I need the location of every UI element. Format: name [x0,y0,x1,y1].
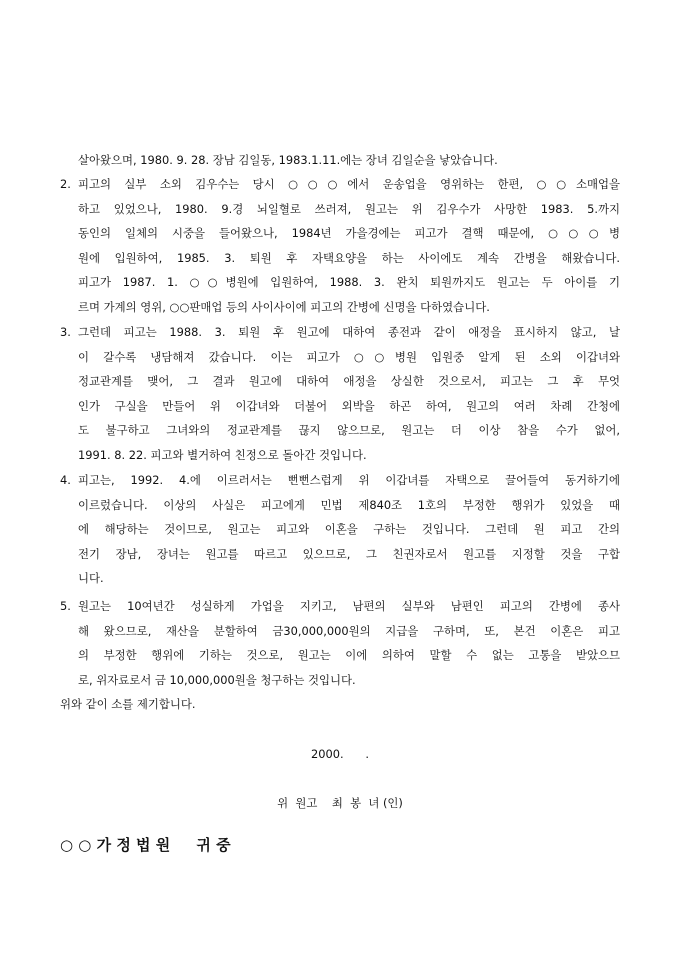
item-line: 하고 있었으나, 1980. 9.경 뇌일혈로 쓰러져, 원고는 위 김우수가 사망한 1983. 5.까지 [78,201,620,216]
item-number: 5. [60,599,71,613]
item-number: 2. [60,177,71,191]
item-line: 니다. [78,571,104,585]
item-line: 그런데 피고는 1988. 3. 퇴원 후 원고에 대하여 종전과 같이 애정을 표시하지 않고, 날 [78,325,620,339]
item-line: 인가 구실을 만들어 위 이갑녀와 더불어 외박을 하곤 하여, 원고의 여러 차례 간청에 [78,398,620,413]
item-line: 르며 가계의 영위, ○○판매업 등의 사이사이에 피고의 간병에 신명을 다하였습니다. [78,299,490,314]
filing-date: 2000. . [311,747,369,761]
item-line: 동인의 일체의 시중을 들어왔으나, 1984년 가을경에는 피고가 결핵 때문에, ○○○병 [78,226,620,240]
item-line: 해 왔으므로, 재산을 분할하여 금30,000,000원의 지급을 구하며, 또, 본건 이혼은 피고 [78,623,620,638]
item-line: 전기 장남, 장녀는 원고를 따르고 있으므로, 그 친권자로서 원고를 지정할 것을 구합 [78,546,620,561]
item-line: 정교관계를 맺어, 그 결과 원고에 대하여 애정을 상실한 것으로서, 피고는 그 후 무엇 [78,374,620,388]
item-line: 피고의 실부 소외 김우수는 당시 ○○○에서 운송업을 영위하는 한편, ○○소매업을 [78,177,620,191]
item-number: 3. [60,325,71,339]
item-line: 1991. 8. 22. 피고와 별거하여 친정으로 돌아간 것입니다. [78,447,367,462]
item-line: 의 부정한 행위에 기하는 것으로, 원고는 이에 의하여 말할 수 없는 고통을 받았으므 [78,648,620,662]
item-line: 이 갈수록 냉담해져 갔습니다. 이는 피고가 ○○병원 입원중 알게 된 소외 이갑녀와 [78,349,620,364]
item-number: 4. [60,473,71,487]
intro-line: 살아왔으며, 1980. 9. 28. 장남 김일동, 1983.1.11.에는 장녀 김일순을 낳았습니다. [78,153,498,167]
item-line: 원고는 10여년간 성실하게 가업을 지키고, 남편의 실부와 남편인 피고의 간병에 종사 [78,599,620,613]
item-line: 피고는, 1992. 4.에 이르러서는 뻔뻔스럽게 위 이갑녀를 자택으로 끌어들여 동거하기에 [78,473,620,487]
item-line: 피고가 1987. 1. ○○병원에 입원하여, 1988. 3. 완치 퇴원까지도 원고는 두 아이를 기 [78,275,620,289]
closing-statement: 위와 같이 소를 제기합니다. [60,697,196,711]
court-addressee: ○ ○ 가 정 법 원 귀 중 [60,836,231,854]
item-line: 로, 위자료로서 금 10,000,000원을 청구하는 것입니다. [78,672,356,687]
item-line: 원에 입원하여, 1985. 3. 퇴원 후 자택요양을 하는 사이에도 계속 간병을 해왔습니다. [78,250,620,265]
item-line: 이르렀습니다. 이상의 사실은 피고에게 민법 제840조 1호의 부정한 행위가 있었을 때 [78,497,620,512]
plaintiff-signature: 위 원고 최 봉 녀 (인) [277,796,403,810]
item-line: 에 해당하는 것이므로, 원고는 피고와 이혼을 구하는 것입니다. 그런데 원 피고 간의 [78,522,620,536]
item-line: 도 불구하고 그녀와의 정교관계를 끊지 않으므로, 원고는 더 이상 참을 수가 없어, [78,423,620,437]
